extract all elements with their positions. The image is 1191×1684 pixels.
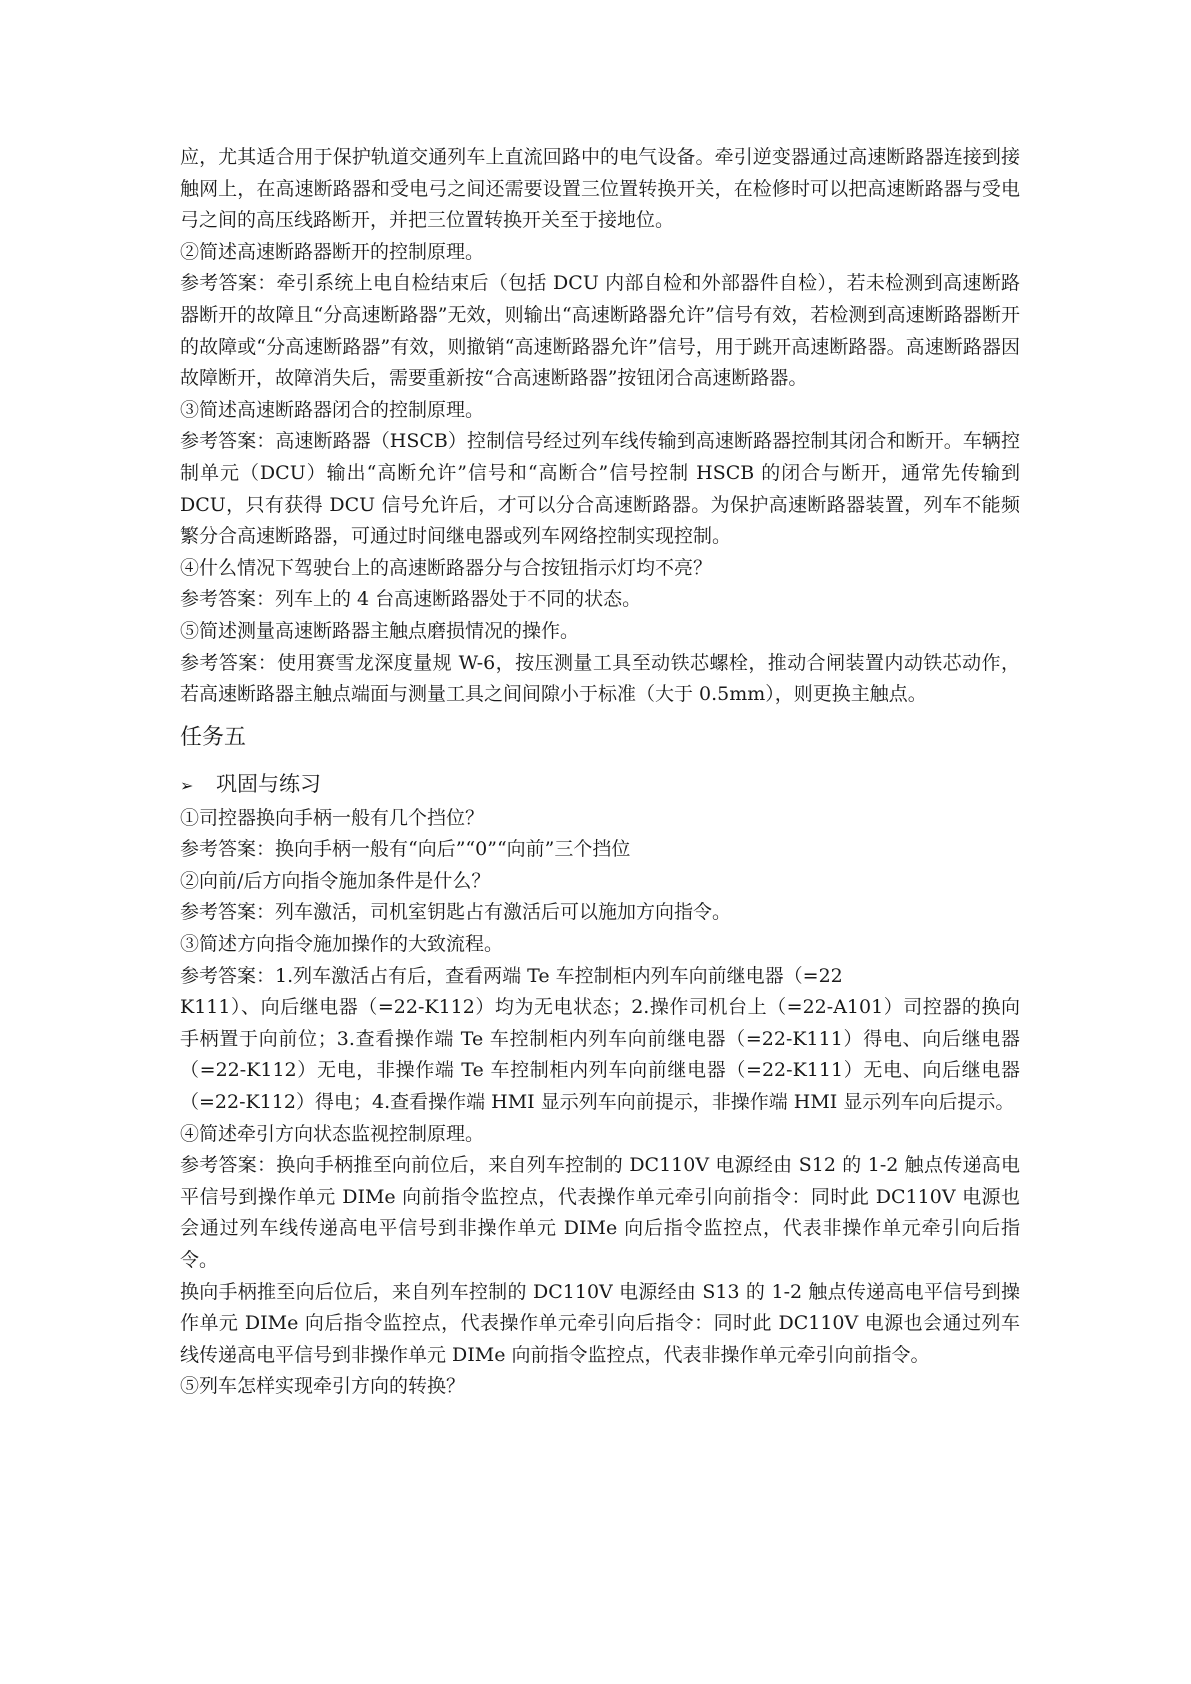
task5-answer-4-part1: 参考答案：换向手柄推至向前位后，来自列车控制的 DC110V 电源经由 S12 的 1-2 触点传递高电平信号到操作单元 DIMe 向前指令监控点，代表操作单元牵引向前指令：同时此 DC110V 电源也会通过列车线传递高电平信号到非操作单元 DIMe 向后指令监控点，代表非操作单元牵引向后指令。 (180, 1154, 1020, 1271)
document-page (180, 142, 1020, 1403)
arrow-bullet-icon: ➢ (180, 775, 194, 795)
task5-answer-2: 参考答案：列车激活，司机室钥匙占有激活后可以施加方向指令。 (180, 901, 732, 924)
answer-5: 参考答案：使用赛雪龙深度量规 W-6，按压测量工具至动铁芯螺栓，推动合闸装置内动铁芯动作，若高速断路器主触点端面与测量工具之间间隙小于标准（大于 0.5mm），则更换主触点。 (180, 651, 1020, 706)
task5-question-3: ③简述方向指令施加操作的大致流程。 (180, 933, 504, 956)
answer-2: 参考答案：牵引系统上电自检结束后（包括 DCU 内部自检和外部器件自检），若未检测到高速断路器断开的故障且“分高速断路器”无效，则输出“高速断路器允许”信号有效，若检测到高速断路器断开的故障或“分高速断路器”有效，则撤销“高速断路器允许”信号，用于跳开高速断路器。高速断路器因故障断开，故障消失后，需要重新按“合高速断路器”按钮闭合高速断路器。 (180, 272, 1020, 390)
answer-3: 参考答案：高速断路器（HSCB）控制信号经过列车线传输到高速断路器控制其闭合和断开。车辆控制单元（DCU）输出“高断允许”信号和“高断合”信号控制 HSCB 的闭合与断开，通常先传输到 DCU，只有获得 DCU 信号允许后，才可以分合高速断路器。为保护高速断路器装置，列车不能频繁分合高速断路器，可通过时间继电器或列车网络控制实现控制。 (180, 430, 1020, 548)
answer-4: 参考答案：列车上的 4 台高速断路器处于不同的状态。 (180, 588, 642, 611)
task5-answer-1: 参考答案：换向手柄一般有“向后”“0”“向前”三个挡位 (180, 838, 631, 861)
question-4: ④什么情况下驾驶台上的高速断路器分与合按钮指示灯均不亮？ (180, 556, 713, 579)
question-2: ②简述高速断路器断开的控制原理。 (180, 240, 485, 263)
section-heading: 任务五 (180, 724, 247, 750)
task5-question-1: ①司控器换向手柄一般有几个挡位？ (180, 806, 485, 829)
task5-answer-3-line1: 参考答案：1.列车激活占有后，查看两端 Te 车控制柜内列车向前继电器（=22 (180, 964, 843, 987)
task5-answer-4-part2: 换向手柄推至向后位后，来自列车控制的 DC110V 电源经由 S13 的 1-2 触点传递高电平信号到操作单元 DIMe 向后指令监控点，代表操作单元牵引向后指令：同时此 DC110V 电源也会通过列车线传递高电平信号到非操作单元 DIMe 向前指令监控点，代表非操作单元牵引向前指令。 (180, 1280, 1020, 1366)
task5-question-5: ⑤列车怎样实现牵引方向的转换？ (180, 1375, 466, 1398)
task5-question-2: ②向前/后方向指令施加条件是什么？ (180, 869, 491, 892)
question-5: ⑤简述测量高速断路器主触点磨损情况的操作。 (180, 619, 580, 642)
subheading (180, 767, 1020, 803)
paragraph-hscb-intro: 应，尤其适合用于保护轨道交通列车上直流回路中的电气设备。牵引逆变器通过高速断路器连接到接触网上，在高速断路器和受电弓之间还需要设置三位置转换开关，在检修时可以把高速断路器与受电弓之间的高压线路断开，并把三位置转换开关至于接地位。 (180, 146, 1020, 232)
subheading-label: 巩固与练习 (216, 771, 321, 796)
task5-answer-3-body: K111）、向后继电器（=22-K112）均为无电状态；2.操作司机台上（=22-A101）司控器的换向手柄置于向前位；3.查看操作端 Te 车控制柜内列车向前继电器（=22-K111）得电、向后继电器（=22-K112）无电，非操作端 Te 车控制柜内列车向前继电器（=22-K111）无电、向后继电器（=22-K112）得电；4.查看操作端 HMI 显示列车向前提示，非操作端 HMI 显示列车向后提示。 (180, 996, 1020, 1114)
question-3: ③简述高速断路器闭合的控制原理。 (180, 398, 485, 421)
task5-question-4: ④简述牵引方向状态监视控制原理。 (180, 1122, 485, 1145)
